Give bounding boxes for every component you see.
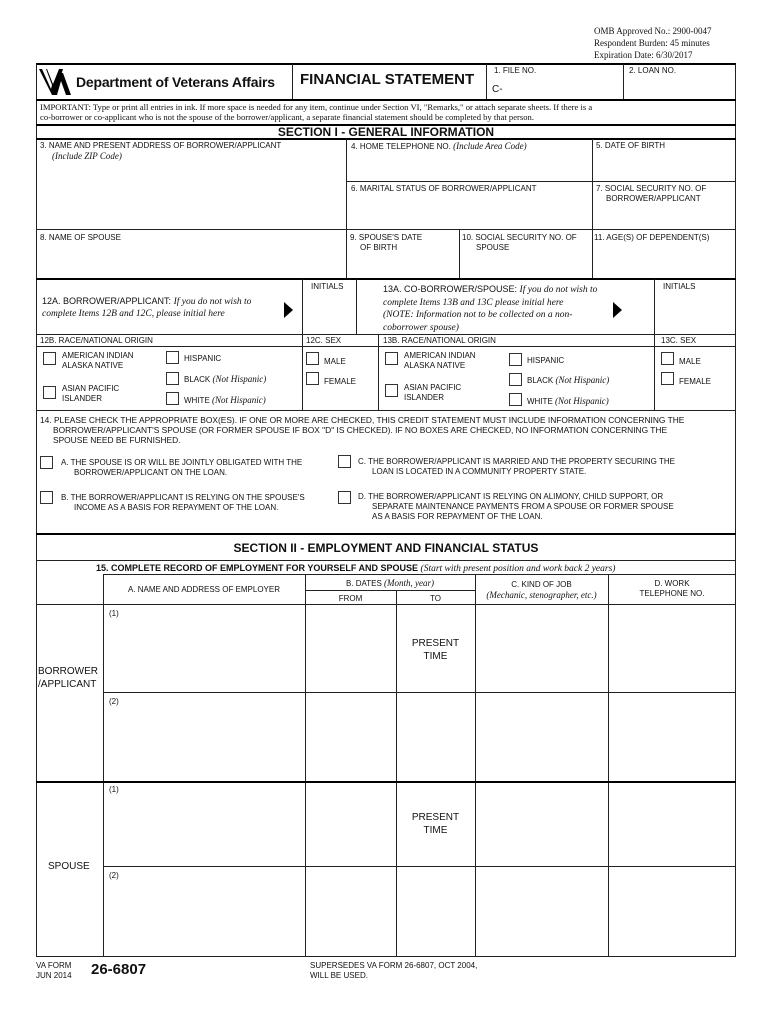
cb-13c-male[interactable] — [661, 352, 674, 365]
initials-label-12: INITIALS — [311, 282, 344, 291]
spouse-row1-present: PRESENT TIME — [411, 812, 460, 836]
label-12b-white: WHITE (Not Hispanic) — [184, 395, 266, 405]
initials-label-13: INITIALS — [663, 282, 696, 291]
section1-title: SECTION I - GENERAL INFORMATION — [277, 125, 495, 139]
item14-option-b: B. THE BORROWER/APPLICANT IS RELYING ON THE SPOUSE'S INCOME AS A BASIS FOR REPAYMENT OF THE LOAN. — [61, 493, 305, 512]
item5-label: 5. DATE OF BIRTH — [596, 141, 666, 150]
item8-label: 8. NAME OF SPOUSE — [40, 233, 121, 242]
label-12b-asian: ASIAN PACIFIC ISLANDER — [62, 384, 120, 403]
item4-label: 4. HOME TELEPHONE NO. (Include Area Code) — [351, 141, 527, 151]
cb-12c-female[interactable] — [306, 372, 319, 385]
label-13c-female: FEMALE — [679, 377, 712, 386]
item13b-label: 13B. RACE/NATIONAL ORIGIN — [383, 336, 496, 345]
cb-14a[interactable] — [40, 456, 53, 469]
spouse-row2-employer[interactable] — [104, 867, 304, 955]
item11-label: 11. AGE(S) OF DEPENDENT(S) — [594, 233, 710, 242]
col-d-header: D. WORK TELEPHONE NO. — [639, 579, 705, 598]
borrower-row1-number: (1) — [109, 609, 119, 618]
cb-13b-white[interactable] — [509, 393, 522, 406]
label-12b-black: BLACK (Not Hispanic) — [184, 374, 267, 384]
item14-option-a: A. THE SPOUSE IS OR WILL BE JOINTLY OBLIGATED WITH THE BORROWER/APPLICANT ON THE LOAN. — [61, 458, 303, 477]
cb-14d[interactable] — [338, 491, 351, 504]
file-no-label: 1. FILE NO. — [494, 66, 537, 75]
label-12b-hispanic: HISPANIC — [184, 354, 222, 363]
footer-supersedes: SUPERSEDES VA FORM 26-6807, OCT 2004, WILL BE USED. — [310, 961, 478, 980]
label-13b-black: BLACK (Not Hispanic) — [527, 375, 610, 385]
item12b-label: 12B. RACE/NATIONAL ORIGIN — [40, 336, 153, 345]
cb-13b-american-indian[interactable] — [385, 352, 398, 365]
item12a-label: 12A. BORROWER/APPLICANT: If you do not wish to complete Items 12B and 12C, please initial here — [42, 296, 252, 319]
label-12b-american-indian: AMERICAN INDIAN ALASKA NATIVE — [62, 351, 134, 370]
cb-13b-hispanic[interactable] — [509, 353, 522, 366]
item6-label: 6. MARITAL STATUS OF BORROWER/APPLICANT — [351, 184, 537, 193]
cb-13b-asian[interactable] — [385, 384, 398, 397]
item9-label: 9. SPOUSE'S DATE OF BIRTH — [350, 233, 423, 252]
spouse-row1-number: (1) — [109, 785, 119, 794]
label-13c-male: MALE — [679, 357, 701, 366]
col-b-header: B. DATES (Month, year) — [345, 578, 435, 588]
item13c-label: 13C. SEX — [661, 336, 697, 345]
label-12c-female: FEMALE — [324, 377, 357, 386]
item15-heading: 15. COMPLETE RECORD OF EMPLOYMENT FOR YOURSELF AND SPOUSE (Start with present position and work back 2 years) — [96, 563, 616, 574]
item14-label: 14. PLEASE CHECK THE APPROPRIATE BOX(ES). IF ONE OR MORE ARE CHECKED, THIS CREDIT STATEMENT MUST INCLUDE INFORMATION CONCERNING THE BORROWER/APPLICANT'S SPOUSE (OR FORMER SPOUSE IF BOX "D" IS CHECKED). IF NO BOXES ARE CHECKED, NO INFORMATION CONCERNING THE SPOUSE NEED BE FURNISHED. — [40, 415, 685, 445]
important-notice: IMPORTANT: Type or print all entries in ink. If more space is needed for any item, continue under Section VI, "Remarks," or attach separate sheets. If there is a co-borrower or co-applicant who is not the spouse of the borrower/applicant, a separate financial statement should be completed by that person. — [40, 102, 593, 122]
spouse-row2-number: (2) — [109, 871, 119, 880]
borrower-label: BORROWER /APPLICANT — [38, 666, 98, 690]
arrow-13-icon — [613, 302, 622, 318]
item13a-label: 13A. CO-BORROWER/SPOUSE: If you do not wish to complete Items 13B and 13C please initial here (NOTE: Information not to be collected on a non- coborrower spouse) — [383, 284, 598, 333]
cb-12b-american-indian[interactable] — [43, 352, 56, 365]
cb-14c[interactable] — [338, 455, 351, 468]
loan-no-label: 2. LOAN NO. — [629, 66, 677, 75]
initials-box-13[interactable] — [655, 293, 735, 333]
item12c-label: 12C. SEX — [306, 336, 342, 345]
agency-name: Department of Veterans Affairs — [76, 74, 275, 90]
item7-label: 7. SOCIAL SECURITY NO. OF BORROWER/APPLICANT — [596, 184, 707, 203]
section2-title: SECTION II - EMPLOYMENT AND FINANCIAL STATUS — [233, 541, 539, 555]
initials-box-12[interactable] — [303, 293, 355, 333]
borrower-row1-employer[interactable] — [104, 605, 304, 691]
arrow-12-icon — [284, 302, 293, 318]
item14-option-d: D. THE BORROWER/APPLICANT IS RELYING ON ALIMONY, CHILD SUPPORT, OR SEPARATE MAINTENANCE PAYMENTS FROM A SPOUSE OR FORMER SPOUSE AS A BASIS FOR REPAYMENT OF THE LOAN. — [358, 492, 674, 521]
label-12c-male: MALE — [324, 357, 346, 366]
col-b-from: FROM — [338, 594, 363, 603]
file-no-value[interactable]: C- — [492, 84, 503, 95]
cb-12b-asian[interactable] — [43, 386, 56, 399]
label-13b-american-indian: AMERICAN INDIAN ALASKA NATIVE — [404, 351, 476, 370]
form-title: FINANCIAL STATEMENT — [300, 71, 475, 88]
col-c-header: C. KIND OF JOB (Mechanic, stenographer, etc.) — [486, 580, 597, 600]
item10-label: 10. SOCIAL SECURITY NO. OF SPOUSE — [462, 233, 577, 252]
cb-12b-white[interactable] — [166, 392, 179, 405]
borrower-row1-present: PRESENT TIME — [411, 638, 460, 662]
omb-approved: OMB Approved No.: 2900-0047 — [594, 26, 712, 36]
item14-option-c: C. THE BORROWER/APPLICANT IS MARRIED AND THE PROPERTY SECURING THE LOAN IS LOCATED IN A COMMUNITY PROPERTY STATE. — [358, 457, 675, 476]
spouse-row1-employer[interactable] — [104, 783, 304, 865]
cb-13c-female[interactable] — [661, 372, 674, 385]
label-13b-asian: ASIAN PACIFIC ISLANDER — [404, 383, 462, 402]
col-a-header: A. NAME AND ADDRESS OF EMPLOYER — [127, 585, 281, 594]
cb-12b-black[interactable] — [166, 372, 179, 385]
footer-va-form: VA FORM JUN 2014 — [36, 961, 72, 980]
cb-12b-hispanic[interactable] — [166, 351, 179, 364]
footer-form-number: 26-6807 — [91, 961, 147, 978]
col-b-to: TO — [430, 594, 441, 603]
cb-13b-black[interactable] — [509, 373, 522, 386]
spouse-label: SPOUSE — [48, 861, 90, 872]
va-logo-icon — [38, 67, 72, 97]
omb-block — [594, 25, 712, 61]
borrower-row2-number: (2) — [109, 697, 119, 706]
omb-expiration: Expiration Date: 6/30/2017 — [594, 50, 693, 60]
cb-12c-male[interactable] — [306, 352, 319, 365]
borrower-row2-employer[interactable] — [104, 693, 304, 780]
item3-label: 3. NAME AND PRESENT ADDRESS OF BORROWER/APPLICANT (Include ZIP Code) — [40, 141, 282, 161]
omb-burden: Respondent Burden: 45 minutes — [594, 38, 710, 48]
cb-14b[interactable] — [40, 491, 53, 504]
label-13b-white: WHITE (Not Hispanic) — [527, 396, 609, 406]
label-13b-hispanic: HISPANIC — [527, 356, 565, 365]
